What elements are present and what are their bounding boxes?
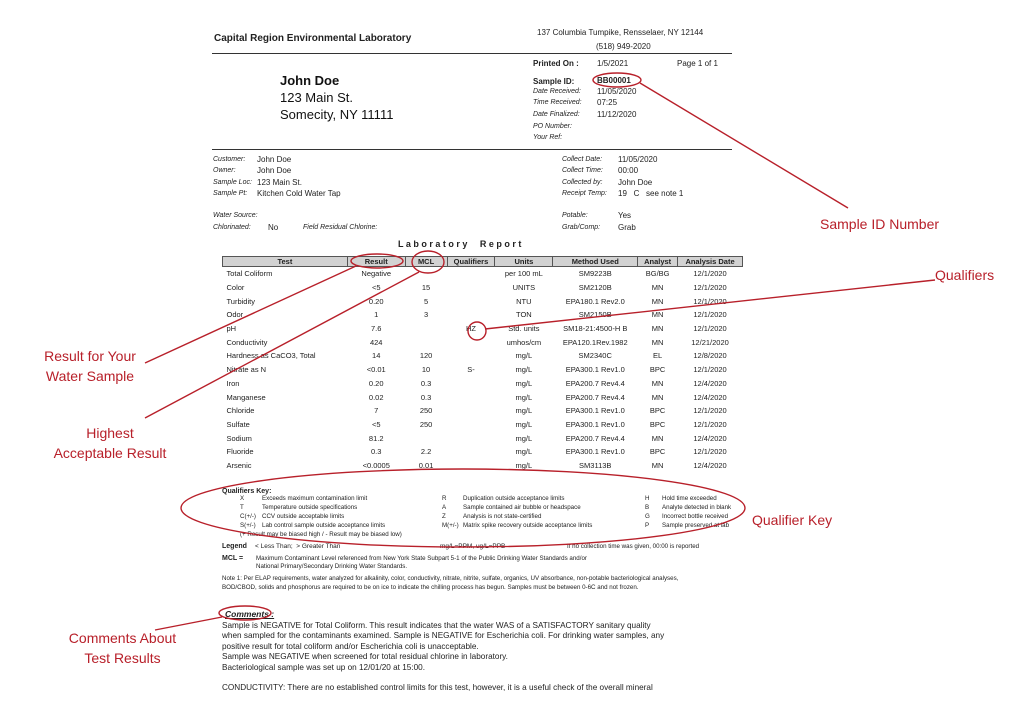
- cell-mcl: 2.2: [420, 447, 432, 457]
- qualifiers-key-title: Qualifiers Key:: [222, 488, 272, 495]
- callout-qualifier-key: Qualifier Key: [752, 512, 833, 528]
- cell-result: 14: [372, 351, 381, 361]
- qualifier-code: A: [442, 503, 447, 511]
- recipient-street: 123 Main St.: [280, 90, 353, 105]
- grab-comp-label: Grab/Comp:: [562, 224, 601, 231]
- qualifier-code: Z: [442, 512, 446, 520]
- callout-comments-line: Test Results: [84, 650, 161, 666]
- qualifier-code: P: [645, 521, 650, 529]
- callout-qualifiers: Qualifiers: [935, 267, 995, 283]
- cell-analyst: MN: [651, 378, 664, 388]
- cell-method: SM2340C: [578, 351, 612, 361]
- receipt-temp-value: 19 C see note 1: [618, 189, 684, 198]
- cell-analysis-date: 12/1/2020: [693, 296, 727, 306]
- cell-result: <0.01: [366, 365, 386, 375]
- cell-test: Manganese: [226, 392, 266, 402]
- cell-method: EPA300.1 Rev1.0: [565, 406, 625, 416]
- qualifier-code: M(+/-): [442, 521, 459, 529]
- result-column-highlight: [351, 254, 403, 268]
- cell-mcl: 3: [423, 310, 429, 320]
- cell-analyst: MN: [651, 337, 664, 347]
- chlorinated-value: No: [268, 223, 279, 232]
- cell-units: UNITS: [512, 283, 536, 293]
- collect-time-value: 00:00: [618, 166, 639, 175]
- qualifier-description: Duplication outside acceptance limits: [463, 495, 565, 502]
- sample-pt-value: Kitchen Cold Water Tap: [257, 189, 341, 198]
- date-received-value: 11/05/2020: [597, 87, 637, 96]
- po-number-label: PO Number:: [533, 123, 572, 130]
- cell-method: EPA180.1 Rev2.0: [565, 296, 625, 306]
- lab-phone: (518) 949-2020: [596, 42, 651, 51]
- recipient-city: Somecity, NY 11111: [280, 107, 394, 122]
- qualifier-highlight: [468, 322, 486, 340]
- note-1: Note 1: Per ELAP requirements, water analyzed for alkalinity, color, conductivity, nitrate, nitrite, sulfate, organics, UV absorbance, non-potable bacteriological analyses, BOD/CBOD, solids and phosphorus are required to be on ice to indicate the chilling process has begun. Samples must be between 0-6C and not frozen.: [222, 575, 679, 591]
- collected-by-value: John Doe: [618, 178, 653, 187]
- cell-qualifier: S-: [467, 365, 475, 375]
- cell-result: <0.0005: [362, 460, 390, 470]
- mcl-text-1: Maximum Contaminant Level referenced from New York State Subpart 5-1 of the Public Drinking Water Standards and/or: [256, 555, 587, 562]
- comments-highlight: [219, 606, 271, 620]
- qualifier-description: Exceeds maximum contamination limit: [262, 495, 368, 502]
- time-received-label: Time Received:: [533, 99, 582, 106]
- cell-units: mg/L: [515, 447, 533, 457]
- cell-test: Sodium: [226, 433, 252, 443]
- qualifier-code: B: [645, 503, 650, 511]
- cell-analyst: BPC: [649, 447, 666, 457]
- cell-mcl: 0.3: [420, 392, 432, 402]
- cell-result: 0.20: [368, 378, 384, 388]
- qualifier-description: CCV outside acceptable limits: [262, 512, 345, 520]
- col-header-result: Result: [347, 257, 405, 267]
- bias-note: (+ Result may be biased high / - Result may be biased low): [240, 531, 402, 538]
- cell-analysis-date: 12/1/2020: [693, 324, 727, 334]
- cell-mcl: 5: [423, 296, 429, 306]
- callout-result: [30, 346, 150, 386]
- cell-analysis-date: 12/21/2020: [691, 337, 729, 347]
- cell-method: SM2120B: [578, 283, 612, 293]
- cell-units: per 100 mL: [504, 269, 543, 279]
- qualifier-code: R: [442, 495, 447, 502]
- cell-test: Turbidity: [226, 296, 255, 306]
- callout-sample-id: Sample ID Number: [820, 216, 940, 232]
- legend-units: mg/L=PPM, ug/L=PPB: [440, 543, 506, 550]
- cell-units: mg/L: [515, 419, 533, 429]
- cell-result: Negative: [361, 269, 392, 279]
- cell-analysis-date: 12/1/2020: [693, 419, 727, 429]
- receipt-temp-label: Receipt Temp:: [562, 190, 607, 197]
- cell-mcl: 15: [421, 283, 431, 293]
- sample-loc-label: Sample Loc:: [213, 179, 252, 186]
- result-pointer: [145, 266, 356, 363]
- cell-analysis-date: 12/4/2020: [693, 460, 727, 470]
- cell-result: <5: [371, 283, 381, 293]
- col-header-units: Units: [495, 257, 553, 267]
- cell-test: Conductivity: [226, 337, 268, 347]
- col-header-mcl: MCL: [405, 257, 447, 267]
- cell-result: 424: [369, 337, 383, 347]
- cell-method: SM3113B: [579, 460, 612, 470]
- cell-analyst: MN: [651, 283, 664, 293]
- cell-test: Color: [226, 283, 245, 293]
- cell-units: umhos/cm: [506, 337, 542, 347]
- callout-comments-line: Comments About: [68, 630, 177, 646]
- cell-method: EPA300.1 Rev1.0: [565, 419, 625, 429]
- sample-loc-value: 123 Main St.: [257, 178, 302, 187]
- cell-test: Hardness as CaCO3, Total: [226, 351, 316, 361]
- qualifier-code: T: [240, 503, 244, 511]
- qualifier-description: Incorrect bottle received: [662, 512, 729, 520]
- cell-units: mg/L: [515, 365, 533, 375]
- cell-mcl: 10: [421, 365, 431, 375]
- date-finalized-label: Date Finalized:: [533, 111, 580, 118]
- potable-label: Potable:: [562, 212, 588, 219]
- cell-units: mg/L: [515, 406, 533, 416]
- qualifier-description: Sample contained air bubble or headspace: [463, 503, 581, 511]
- col-header-qualifiers: Qualifiers: [447, 257, 495, 267]
- cell-analysis-date: 12/4/2020: [693, 433, 727, 443]
- cell-test: Arsenic: [226, 460, 252, 470]
- field-residual-label: Field Residual Chlorine:: [303, 224, 378, 231]
- qualifier-code: S(+/-): [240, 521, 256, 529]
- sample-id-value: BB00001: [597, 76, 631, 85]
- potable-value: Yes: [618, 211, 632, 220]
- cell-analysis-date: 12/1/2020: [693, 269, 727, 279]
- legend-text: < Less Than; > Greater Than: [255, 543, 341, 550]
- cell-units: mg/L: [515, 392, 533, 402]
- cell-test: Total Coliform: [226, 269, 273, 279]
- date-finalized-value: 11/12/2020: [597, 110, 637, 119]
- collect-date-value: 11/05/2020: [618, 155, 658, 164]
- cell-mcl: 250: [419, 419, 433, 429]
- collect-time-label: Collect Time:: [562, 167, 603, 174]
- mcl-label: MCL =: [222, 555, 244, 562]
- legend-label: Legend: [222, 543, 247, 550]
- cell-analyst: MN: [651, 460, 664, 470]
- col-header-analyst: Analyst: [638, 257, 678, 267]
- lab-address: 137 Columbia Tumpike, Rensselaer, NY 12144: [537, 28, 704, 37]
- comments-title: Comments :: [225, 609, 275, 619]
- sample-id-highlight: [593, 73, 641, 87]
- comment-line: CONDUCTIVITY: There are no established control limits for this test, however, it is a useful check of the overall mineral: [222, 683, 653, 693]
- cell-method: EPA200.7 Rev4.4: [565, 392, 625, 402]
- qualifier-description: Matrix spike recovery outside acceptance limits: [463, 521, 593, 529]
- qualifier-code: X: [240, 495, 245, 502]
- qualifier-code: C(+/-): [240, 512, 256, 520]
- qualifier-key-highlight: [181, 469, 745, 547]
- cell-method: SM9223B: [578, 269, 612, 279]
- cell-analyst: BPC: [649, 365, 666, 375]
- cell-mcl: 0.01: [418, 460, 434, 470]
- comment-line: when sampled for the contaminants examined. Sample is NEGATIVE for Escherichia coli. For drinking water samples, any: [222, 631, 665, 641]
- cell-analysis-date: 12/8/2020: [693, 351, 727, 361]
- date-received-label: Date Received:: [533, 88, 581, 95]
- cell-analyst: EL: [653, 351, 663, 361]
- comment-line: Sample is NEGATIVE for Total Coliform. This result indicates that the water WAS of a SATISFACTORY sanitary quality: [222, 621, 651, 630]
- cell-method: EPA300.1 Rev1.0: [565, 447, 625, 457]
- report-title: L a b o r a t o r y R e p o r t: [398, 239, 522, 249]
- cell-test: pH: [226, 324, 237, 334]
- qualifier-pointer: [485, 280, 935, 329]
- cell-method: EPA120.1Rev.1982: [562, 337, 628, 347]
- sample-id-pointer: [640, 83, 848, 208]
- cell-analyst: MN: [651, 433, 664, 443]
- mcl-text-2: National Primary/Secondary Drinking Water Standards.: [256, 563, 408, 570]
- grab-comp-value: Grab: [618, 223, 636, 232]
- cell-analysis-date: 12/1/2020: [693, 447, 727, 457]
- cell-result: 7.6: [371, 324, 382, 334]
- page-number: Page 1 of 1: [677, 59, 718, 68]
- callout-highest-line: Acceptable Result: [53, 445, 167, 461]
- cell-method: SM18-21:4500-H B: [563, 324, 628, 334]
- cell-analysis-date: 12/1/2020: [693, 283, 727, 293]
- cell-qualifier: HZ: [465, 324, 476, 334]
- cell-analysis-date: 12/1/2020: [693, 310, 727, 320]
- cell-units: TON: [516, 310, 532, 320]
- customer-value: John Doe: [257, 155, 292, 164]
- comment-line: positive result for total coliform and/or Escherichia coli is unacceptable.: [222, 641, 479, 651]
- callout-result-line: Water Sample: [45, 368, 135, 384]
- cell-test: Odor: [226, 310, 244, 320]
- cell-method: EPA200.7 Rev4.4: [565, 378, 625, 388]
- col-header-test: Test: [223, 257, 348, 267]
- water-source-label: Water Source:: [213, 212, 258, 219]
- qualifier-description: Temperature outside specifications: [262, 503, 358, 511]
- cell-result: 7: [374, 406, 379, 416]
- cell-analyst: MN: [651, 392, 664, 402]
- cell-units: Std. units: [508, 324, 540, 334]
- cell-mcl: 0.3: [420, 378, 432, 388]
- callout-highest: [40, 423, 180, 463]
- cell-analyst: MN: [651, 296, 664, 306]
- cell-analyst: BG/BG: [645, 269, 670, 279]
- no-collection-note: If no collection time was given, 00:00 is reported: [567, 543, 700, 550]
- collected-by-label: Collected by:: [562, 179, 603, 186]
- cell-test: Sulfate: [226, 419, 250, 429]
- qualifier-description: Sample preserved at lab: [662, 521, 730, 529]
- comment-line: Bacteriological sample was set up on 12/01/20 at 15:00.: [222, 662, 425, 672]
- qualifier-code: G: [645, 512, 650, 520]
- qualifier-description: Analyte detected in blank: [662, 503, 732, 511]
- cell-method: SM2150B: [578, 310, 612, 320]
- cell-mcl: 250: [419, 406, 433, 416]
- your-ref-label: Your Ref:: [533, 134, 563, 141]
- col-header-analysis-date: Analysis Date: [678, 257, 743, 267]
- mcl-pointer: [145, 272, 419, 418]
- cell-method: EPA200.7 Rev4.4: [565, 433, 625, 443]
- cell-result: 0.20: [368, 296, 384, 306]
- qualifier-code: H: [645, 495, 650, 502]
- sample-pt-label: Sample Pt:: [213, 190, 248, 197]
- cell-analyst: BPC: [649, 406, 666, 416]
- mcl-column-highlight: [412, 251, 444, 273]
- cell-result: 81.2: [368, 433, 384, 443]
- cell-test: Nitrate as N: [226, 365, 267, 375]
- comment-line: Sample was NEGATIVE when screened for total residual chlorine in laboratory.: [222, 652, 508, 662]
- callout-highest-line: Highest: [86, 425, 134, 441]
- cell-method: EPA300.1 Rev1.0: [565, 365, 625, 375]
- qualifier-description: Lab control sample outside acceptance limits: [262, 521, 386, 529]
- time-received-value: 07:25: [597, 98, 618, 107]
- cell-test: Chloride: [226, 406, 255, 416]
- cell-test: Iron: [226, 378, 240, 388]
- cell-result: 0.02: [368, 392, 384, 402]
- qualifier-description: Analysis is not state-certified: [463, 512, 542, 520]
- cell-units: mg/L: [515, 378, 533, 388]
- cell-mcl: 120: [419, 351, 433, 361]
- lab-name: Capital Region Environmental Laboratory: [214, 33, 412, 44]
- cell-analyst: MN: [651, 324, 664, 334]
- cell-analysis-date: 12/1/2020: [693, 406, 727, 416]
- cell-analysis-date: 12/4/2020: [693, 392, 727, 402]
- sample-id-label: Sample ID:: [533, 77, 575, 86]
- owner-value: John Doe: [257, 166, 292, 175]
- cell-result: <5: [371, 419, 381, 429]
- printed-on-value: 1/5/2021: [597, 59, 629, 68]
- cell-analyst: BPC: [649, 419, 666, 429]
- cell-result: 1: [374, 310, 379, 320]
- callout-result-line: Result for Your: [44, 348, 136, 364]
- cell-test: Fluoride: [226, 447, 254, 457]
- qualifier-description: Hold time exceeded: [662, 495, 717, 502]
- recipient-name: John Doe: [280, 73, 340, 88]
- callout-comments: [60, 628, 185, 668]
- cell-units: mg/L: [515, 460, 533, 470]
- owner-label: Owner:: [213, 167, 236, 174]
- cell-units: mg/L: [515, 351, 533, 361]
- col-header-method: Method Used: [553, 257, 638, 267]
- cell-analysis-date: 12/1/2020: [693, 365, 727, 375]
- collect-date-label: Collect Date:: [562, 156, 603, 163]
- customer-label: Customer:: [213, 156, 246, 163]
- cell-result: 0.3: [371, 447, 382, 457]
- cell-analyst: MN: [651, 310, 664, 320]
- cell-analysis-date: 12/4/2020: [693, 378, 727, 388]
- cell-units: NTU: [516, 296, 532, 306]
- chlorinated-label: Chlorinated:: [213, 224, 251, 231]
- printed-on-label: Printed On :: [533, 59, 579, 68]
- cell-units: mg/L: [515, 433, 533, 443]
